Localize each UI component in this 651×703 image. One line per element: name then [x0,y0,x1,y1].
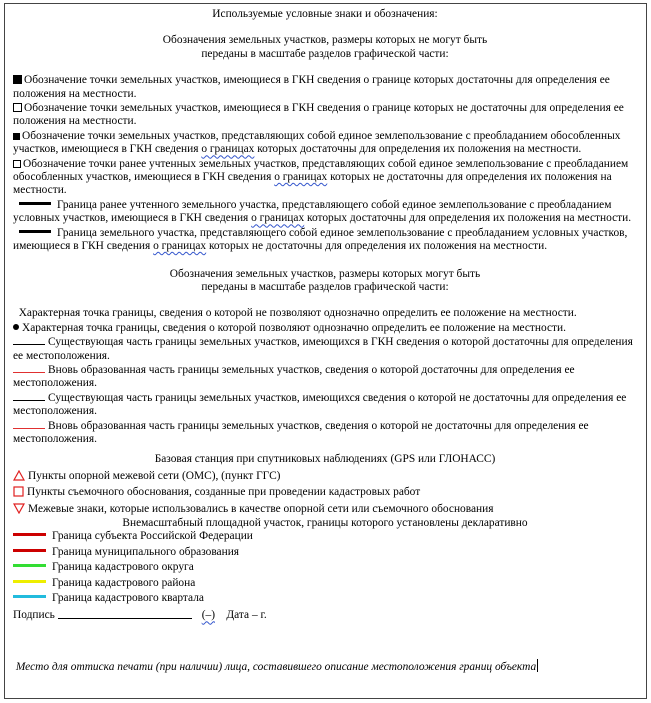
signature-line [58,607,192,619]
legend-item-s1-3: Обозначение точки земельных участков, представляющих собой единое землепользование с преобладанием обособленных участков, имеющиеся в ГКН сведения о границах которых достаточны для определения их положения на местности. [13,129,621,156]
color-line-icon [13,595,46,598]
boundary-legend [13,530,637,605]
boundary-label: Граница муниципального образования [52,545,240,558]
date-label: Дата – г. [226,609,267,622]
color-line-icon [13,564,46,567]
boundary-label: Граница субъекта Российской Федерации [52,530,253,543]
boundary-legend-item [13,561,637,574]
legend-title: Используемые условные знаки и обозначения: [212,8,438,20]
boundary-legend-item [13,577,637,590]
empty-square-icon [13,103,22,112]
legend-item-s1-6: Граница земельного участка, представляющего собой единое землепользование с преобладанием условных участков, имеющиеся в ГКН сведения о границах которых не достаточны для определения их положения на местности. [13,226,628,253]
red-square-icon [13,486,24,497]
legend-item-s2-6: Вновь образованная часть границы земельных участков, сведения о которой не достаточны для определения ее местоположения. [13,419,589,445]
stamp-place-text: Место для оттиска печати (при наличии) лица, составившего описание местоположения границ объекта [15,660,537,673]
legend-item-s1-1: Обозначение точки земельных участков, имеющиеся в ГКН сведения о границе которых достаточны для определения ее положения на местности. [13,74,610,100]
off-scale-label: Внемасштабный площадной участок, границы которого установлены декларативно [122,517,528,529]
thick-line-icon [19,230,51,233]
color-line-icon [13,533,46,536]
boundary-legend-item [13,530,637,543]
thin-red-line-icon [13,372,45,373]
boundary-legend-item [13,592,637,605]
legend-item-marks: Межевые знаки, которые использовались в качестве опорной сети или съемочного обоснования [13,503,637,516]
legend-item-survey: Пункты съемочного обоснования, созданные при проведении кадастровых работ [13,486,637,499]
legend-item-s2-3: Существующая часть границы земельных участков, имеющихся в ГКН сведения о которой достаточны для определения ее местоположения. [13,336,633,362]
section1-title-line1: Обозначения земельных участков, размеры которых не могут быть [162,34,488,47]
red-down-triangle-icon [13,503,25,514]
legend-item-s2-5: Существующая часть границы земельных участков, имеющихся сведения о которой не достаточны для определения ее местоположения. [13,391,627,418]
thin-black-line-icon [13,400,45,401]
signature-paren: (–) [201,609,215,622]
color-line-icon [13,549,46,552]
signature-label: Подпись [13,609,55,622]
boundary-label: Граница кадастрового квартала [52,592,204,605]
legend-item-s1-4: Обозначение точки ранее учтенных земельных участков, представляющих собой единое землепользование с преобладанием обособленных участков, имеющиеся в ГКН сведения о границах которых не достаточны для определения их положения на местности. [13,157,629,197]
filled-circle-icon [13,324,19,330]
thick-line-icon [19,202,51,205]
section2-title-line2: переданы в масштабе разделов графической части: [201,280,449,293]
legend-item-s2-4: Вновь образованная часть границы земельных участков, сведения о которой достаточны для определения ее местоположения. [13,363,575,390]
legend-content [13,8,637,675]
signature-row [13,607,637,622]
legend-item-s1-2: Обозначение точки земельных участков, имеющиеся в ГКН сведения о границе которых не достаточны для определения ее положения на местности. [13,102,624,128]
empty-square-icon [13,160,21,168]
section1-title-line2: переданы в масштабе разделов графической части: [201,47,449,60]
section2-title-line1: Обозначения земельных участков, размеры которых могут быть [169,267,481,280]
thin-red-line-icon [13,428,45,429]
boundary-legend-item [13,546,637,559]
text-cursor [537,659,538,672]
legend-item-s2-2: Характерная точка границы, сведения о которой позволяют однозначно определить ее положение на местности. [13,322,637,335]
color-line-icon [13,580,46,583]
boundary-label: Граница кадастрового района [52,576,196,589]
filled-square-icon [13,133,20,140]
legend-item-s2-1: Характерная точка границы, сведения о которой не позволяют однозначно определить ее положение на местности. [18,307,577,320]
filled-square-icon [13,75,22,84]
thin-black-line-icon [13,344,45,345]
legend-item-oms: Пункты опорной межевой сети (ОМС), (пункт ГГС) [13,470,637,483]
boundary-label: Граница кадастрового округа [52,561,194,574]
red-triangle-icon [13,470,25,481]
base-station-label: Базовая станция при спутниковых наблюдениях (GPS или ГЛОНАСС) [154,453,496,466]
legend-item-s1-5: Граница ранее учтенного земельного участка, представляющего собой единое землепользование с преобладанием условных участков, имеющиеся в ГКН сведения о границах которых достаточны для определения их положения на местности. [13,198,632,225]
legend-frame [4,3,647,699]
